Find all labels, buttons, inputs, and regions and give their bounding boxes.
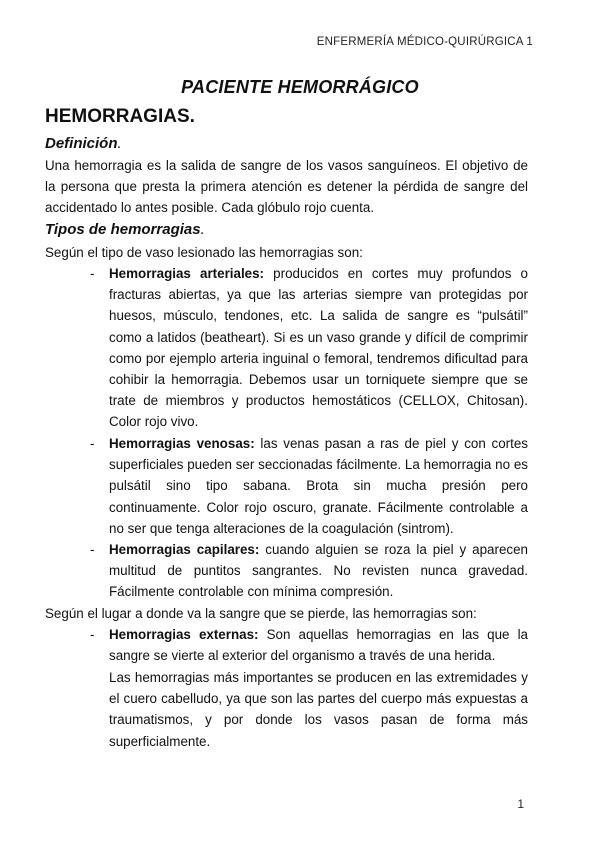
desc-arterial: producidos en cortes muy profundos o fracturas abiertas, ya que las arterias siempre van protegidas por huesos, músculo, tendones, etc. La salida de sangre es “pulsátil” como a latidos (beatheart). Si es un vaso grande y difícil de comprimir como por ejemplo arteria inguinal o femoral, tendremos dificultad para cohibir la hemorragia. Debemos usar un torniquete siempre que se trate de miembros y productos hemostáticos (CELLOX, Chitosan). Color rojo vivo. <box>109 266 529 430</box>
types-heading-text: Tipos de hemorragias <box>45 221 201 238</box>
term-venous: Hemorragias venosas: <box>109 436 255 451</box>
list-item-external <box>90 624 528 666</box>
list-bullet-dash: - <box>90 266 95 281</box>
page-title: PACIENTE HEMORRÁGICO <box>181 77 419 97</box>
desc-external: Son aquellas hemorragias en las que la sangre se vierte al exterior del organismo a través de una herida. <box>109 627 528 664</box>
term-external: Hemorragias externas: <box>109 627 259 642</box>
list-item-venous <box>90 433 528 539</box>
page-number: 1 <box>517 797 524 811</box>
definition-heading-dot: . <box>117 135 122 152</box>
section-heading: HEMORRAGIAS. <box>45 106 195 127</box>
definition-heading <box>45 135 122 152</box>
types-heading <box>45 221 205 238</box>
list-item-capillary <box>90 539 528 603</box>
list-bullet-dash: - <box>90 436 95 451</box>
desc-capillary: cuando alguien se roza la piel y aparecen multitud de puntitos sangrantes. No revisten nunca gravedad. Fácilmente controlable con mínima compresión. <box>109 542 528 600</box>
by-vessel-intro: Según el tipo de vaso lesionado las hemorragias son: <box>45 245 363 260</box>
list-bullet-dash: - <box>90 542 95 557</box>
running-header: ENFERMERÍA MÉDICO-QUIRÚRGICA 1 <box>316 36 533 48</box>
term-arterial: Hemorragias arteriales: <box>109 266 265 281</box>
desc-venous: las venas pasan a ras de piel y con cortes superficiales pueden ser seccionadas fácilmente. La hemorragia no es pulsátil sino tipo sabana. Brota sin mucha presión pero continuamente. Color rojo oscuro, granate. Fácilmente controlable a no ser que tenga alteraciones de la coagulación (sintrom). <box>109 436 528 536</box>
term-capillary: Hemorragias capilares: <box>109 542 260 557</box>
list-item-arterial <box>90 263 528 433</box>
list-bullet-dash: - <box>90 627 95 642</box>
definition-heading-text: Definición <box>45 135 118 152</box>
definition-paragraph: Una hemorragia es la salida de sangre de los vasos sanguíneos. El objetivo de la persona que presta la primera atención es detener la pérdida de sangre del accidentado lo antes posible. Cada glóbulo rojo cuenta. <box>45 158 528 216</box>
types-heading-dot: . <box>200 221 205 238</box>
by-destination-intro: Según el lugar a donde va la sangre que se pierde, las hemorragias son: <box>45 606 477 621</box>
external-note-paragraph: Las hemorragias más importantes se producen en las extremidades y el cuero cabelludo, ya que son las partes del cuerpo más expuestas a traumatismos, y por donde los vasos pasan de forma más superficialmente. <box>109 670 528 749</box>
